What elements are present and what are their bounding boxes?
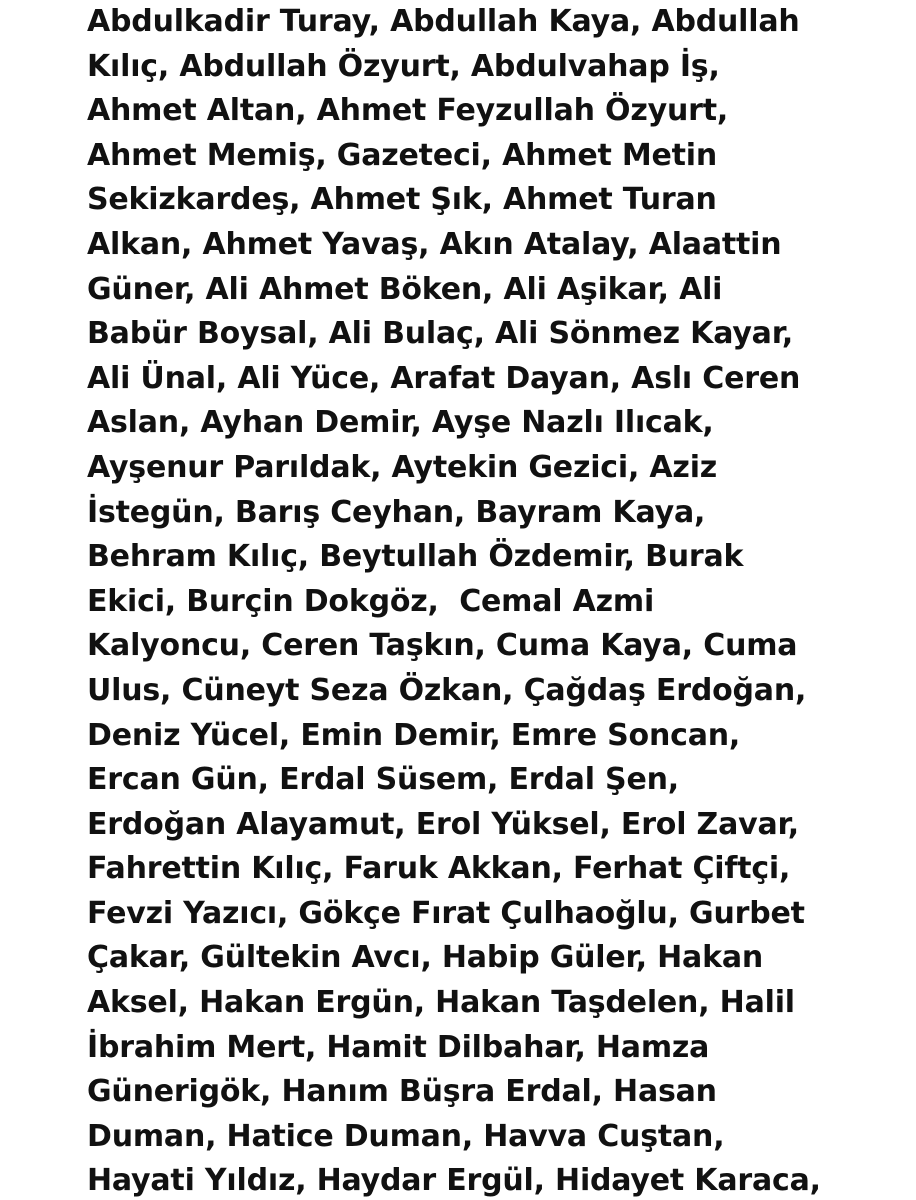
- text-line-23: Aksel, Hakan Ergün, Hakan Taşdelen, Halil: [87, 985, 795, 1021]
- text-line-21: Fevzi Yazıcı, Gökçe Fırat Çulhaoğlu, Gurbet: [87, 895, 805, 931]
- text-line-10: Aslan, Ayhan Demir, Ayşe Nazlı Ilıcak,: [87, 405, 714, 441]
- text-line-15: Kalyoncu, Ceren Taşkın, Cuma Kaya, Cuma: [87, 628, 798, 664]
- text-line-14: Ekici, Burçin Dokgöz, Cemal Azmi: [87, 583, 655, 619]
- text-line-5: Sekizkardeş, Ahmet Şık, Ahmet Turan: [87, 182, 717, 218]
- text-line-9: Ali Ünal, Ali Yüce, Arafat Dayan, Aslı Ceren: [87, 360, 801, 396]
- text-line-6: Alkan, Ahmet Yavaş, Akın Atalay, Alaattin: [87, 226, 782, 262]
- text-line-13: Behram Kılıç, Beytullah Özdemir, Burak: [87, 539, 744, 575]
- text-line-3: Ahmet Altan, Ahmet Feyzullah Özyurt,: [87, 93, 729, 129]
- text-line-17: Deniz Yücel, Emin Demir, Emre Soncan,: [87, 717, 741, 753]
- text-line-22: Çakar, Gültekin Avcı, Habip Güler, Hakan: [87, 940, 764, 976]
- text-line-25: Günerigök, Hanım Büşra Erdal, Hasan: [87, 1074, 717, 1110]
- text-line-8: Babür Boysal, Ali Bulaç, Ali Sönmez Kayar,: [87, 316, 794, 352]
- text-line-20: Fahrettin Kılıç, Faruk Akkan, Ferhat Çiftçi,: [87, 851, 791, 887]
- names-list-text: [87, 0, 907, 1200]
- text-line-26: Duman, Hatice Duman, Havva Cuştan,: [87, 1118, 725, 1154]
- text-line-27: Hayati Yıldız, Haydar Ergül, Hidayet Karaca,: [87, 1163, 821, 1199]
- text-line-2: Kılıç, Abdullah Özyurt, Abdulvahap İş,: [87, 48, 720, 84]
- text-line-18: Ercan Gün, Erdal Süsem, Erdal Şen,: [87, 762, 679, 798]
- text-line-24: İbrahim Mert, Hamit Dilbahar, Hamza: [87, 1029, 710, 1065]
- text-line-1: Abdulkadir Turay, Abdullah Kaya, Abdullah: [87, 4, 800, 39]
- text-line-7: Güner, Ali Ahmet Böken, Ali Aşikar, Ali: [87, 271, 723, 307]
- text-line-11: Ayşenur Parıldak, Aytekin Gezici, Aziz: [87, 449, 718, 485]
- text-line-19: Erdoğan Alayamut, Erol Yüksel, Erol Zavar,: [87, 806, 799, 842]
- text-line-16: Ulus, Cüneyt Seza Özkan, Çağdaş Erdoğan,: [87, 672, 807, 708]
- text-line-12: İstegün, Barış Ceyhan, Bayram Kaya,: [87, 494, 706, 530]
- text-line-4: Ahmet Memiş, Gazeteci, Ahmet Metin: [87, 137, 718, 173]
